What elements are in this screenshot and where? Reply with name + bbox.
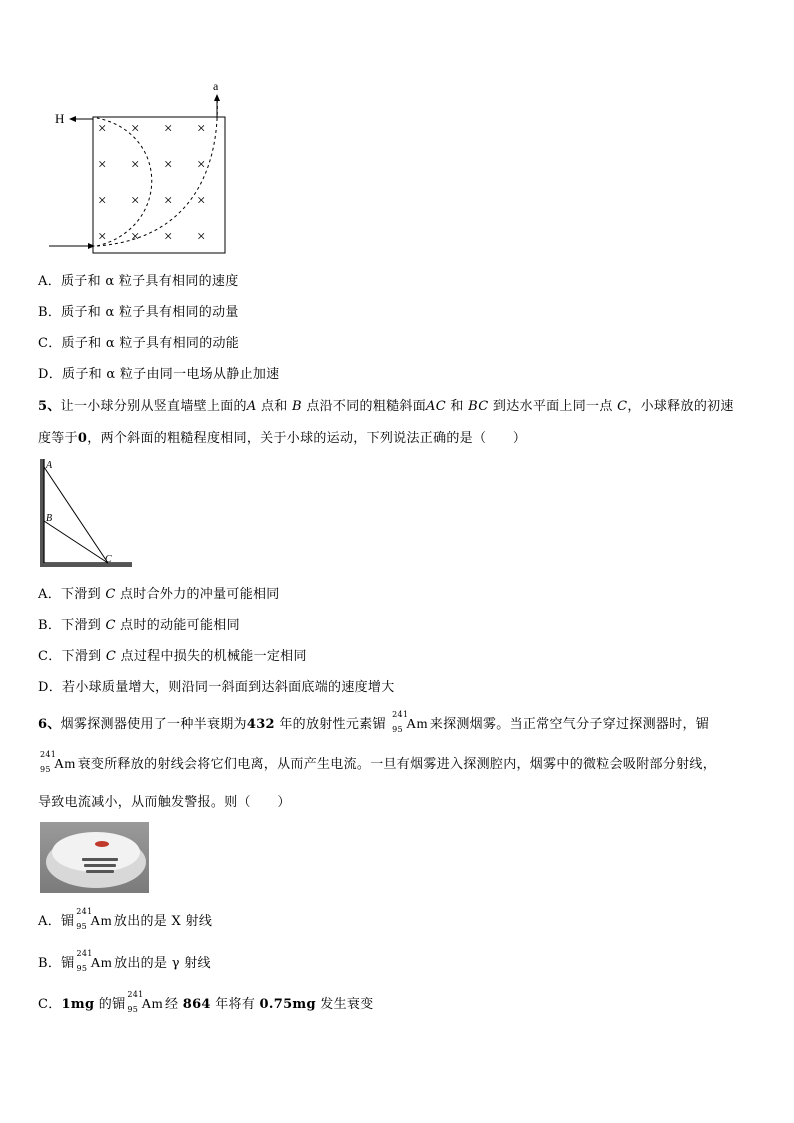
q4-option-d: D．质子和 α 粒子由同一电场从静止加速	[38, 367, 280, 382]
incoming-arrowhead	[88, 243, 95, 249]
q6-stem-line1	[38, 710, 710, 734]
q5-stem-line2	[38, 427, 526, 446]
q6-option-c: C．1mg 的镅 241 95 Am 经 864 年将有 0.75mg 发生衰变	[38, 990, 374, 1014]
q6-stem-line3: 导致电流减小，从而触发警报。则（ ）	[38, 795, 291, 810]
q5-option-a: A．下滑到 C 点时合外力的冲量可能相同	[38, 587, 280, 602]
vent-2	[84, 864, 116, 867]
q5-option-d: D．若小球质量增大，则沿同一斜面到达斜面底端的速度增大	[38, 680, 395, 695]
vent-1	[82, 858, 118, 861]
cross-11: ×	[164, 193, 173, 209]
smoke-detector-image	[40, 822, 149, 893]
q5-slope-bc: BC	[468, 399, 489, 414]
q6-stem-line2	[38, 750, 717, 774]
cross-8: ×	[197, 157, 206, 173]
q6-option-a: A．镅 241 95 Am 放出的是 X 射线	[38, 907, 213, 931]
q5-stem-part: ，小球释放的初速	[627, 399, 734, 414]
q5-stem-part: 和	[445, 399, 469, 414]
cross-4: ×	[197, 121, 206, 137]
q5-option-c: C．下滑到 C 点过程中损失的机械能一定相同	[38, 649, 307, 664]
nuclide-am-241: 241 95 Am	[392, 710, 428, 734]
cross-14: ×	[131, 229, 140, 245]
q6-stem-part: 烟雾探测器使用了一种半衰期为	[60, 717, 247, 732]
detector-led	[95, 841, 109, 847]
q4-option-a: A．质子和 α 粒子具有相同的速度	[38, 274, 239, 289]
h-arrowhead	[69, 116, 76, 122]
q5-stem-part: 到达水平面上同一点	[488, 399, 618, 414]
cross-1: ×	[98, 121, 107, 137]
q5-stem-line1	[38, 395, 734, 414]
cross-7: ×	[164, 157, 173, 173]
ground-hatch	[40, 563, 132, 567]
trajectory-small	[97, 118, 152, 246]
cross-12: ×	[197, 193, 206, 209]
q5-option-b: B．下滑到 C 点时的动能可能相同	[38, 618, 240, 633]
cross-5: ×	[98, 157, 107, 173]
nuclide-am-241: 241 95 Am	[76, 907, 112, 931]
fig-label-b: B	[46, 513, 53, 524]
q6-option-b: B．镅 241 95 Am 放出的是 γ 射线	[38, 949, 211, 973]
cross-6: ×	[131, 157, 140, 173]
nuclide-am-241: 241 95 Am	[40, 750, 76, 774]
q6-stem-part: 年的放射性元素镅	[274, 717, 391, 732]
fig-label-c: C	[105, 554, 112, 565]
q5-stem-part: 让一小球分别从竖直墙壁上面的	[60, 399, 247, 414]
q5-stem-part: ，两个斜面的粗糙程度相同，关于小球的运动，下列说法正确的是（ ）	[87, 431, 527, 446]
q6-half-life: 432	[246, 717, 275, 732]
nuclide-am-241: 241 95 Am	[76, 949, 113, 973]
q5-zero: 0	[77, 431, 88, 446]
q5-slope-ac: AC	[426, 399, 446, 414]
q6-stem-part: 来探测烟雾。当正常空气分子穿过探测器时，镅	[429, 717, 710, 732]
cross-13: ×	[98, 229, 107, 245]
q5-point-a: A	[246, 399, 257, 414]
nuclide-am-241: 241 95 Am	[127, 990, 163, 1014]
cross-10: ×	[131, 193, 140, 209]
cross-16: ×	[197, 229, 206, 245]
q5-stem-part: 点和	[256, 399, 293, 414]
slope-bc	[44, 521, 108, 563]
q5-number: 5、	[38, 399, 61, 414]
cross-2: ×	[131, 121, 140, 137]
a-arrowhead	[214, 94, 220, 101]
label-h: H	[55, 111, 65, 126]
q4-option-c: C．质子和 α 粒子具有相同的动能	[38, 336, 240, 351]
cross-15: ×	[164, 229, 173, 245]
q5-point-c: C	[617, 399, 628, 414]
q6-number: 6、	[38, 717, 61, 732]
q5-point-b: B	[292, 399, 302, 414]
q6-stem-part: 衰变所释放的射线会将它们电离，从而产生电流。一旦有烟雾进入探测腔内，烟雾中的微粒会吸附部分射线，	[77, 757, 717, 772]
smoke-detector-photo	[40, 822, 149, 893]
cross-9: ×	[98, 193, 107, 209]
vent-3	[86, 870, 114, 873]
q5-stem-part: 点沿不同的粗糙斜面	[301, 399, 427, 414]
q5-slope-figure	[36, 455, 136, 570]
cross-3: ×	[164, 121, 173, 137]
fig-label-a: A	[46, 460, 53, 471]
label-a: a	[213, 79, 219, 93]
q4-field-figure	[45, 78, 235, 258]
q5-stem-part: 度等于	[38, 431, 78, 446]
slope-ac	[44, 467, 108, 563]
q4-option-b: B．质子和 α 粒子具有相同的动量	[38, 305, 239, 320]
field-crosses	[98, 121, 205, 245]
